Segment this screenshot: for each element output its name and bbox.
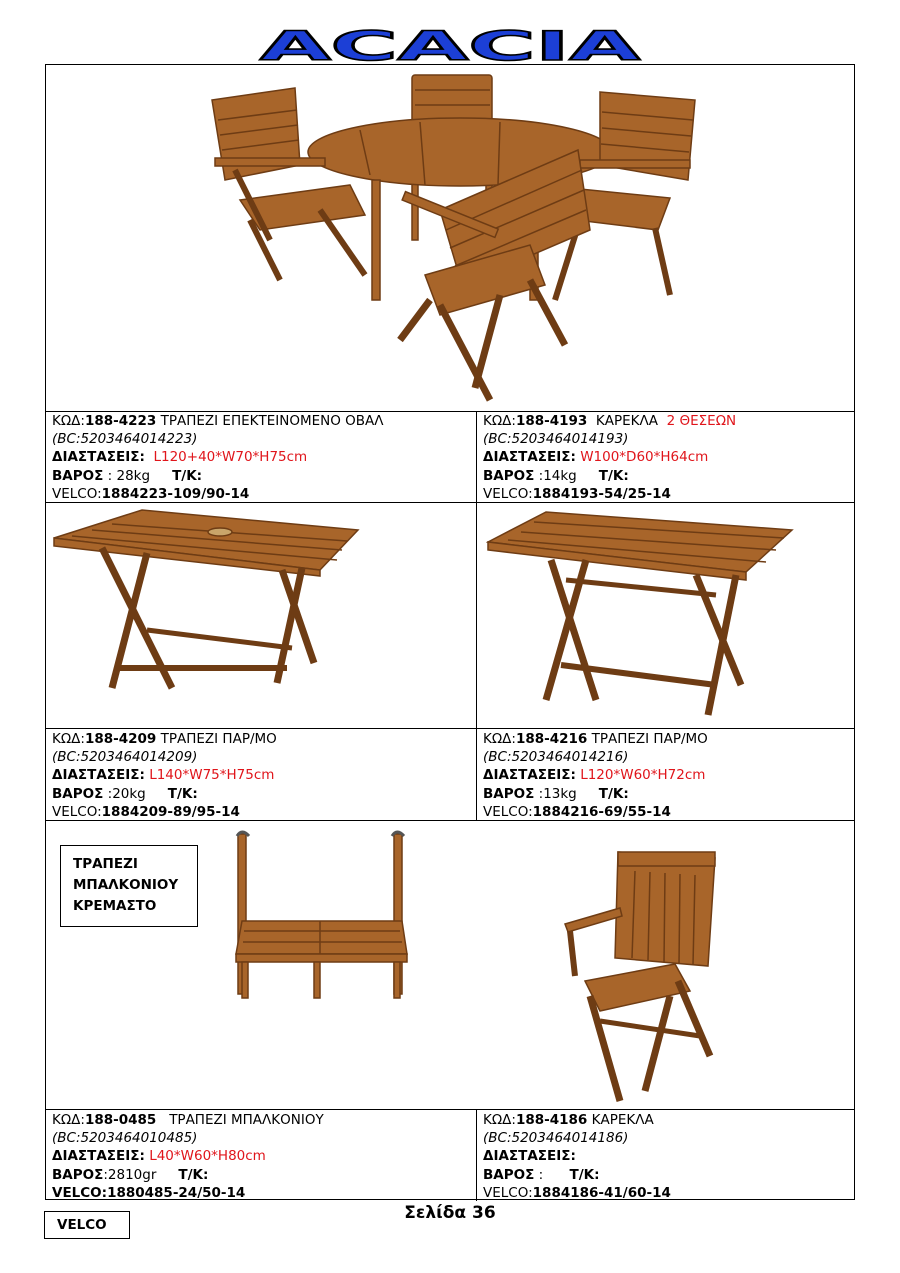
callout-line: ΚΡΕΜΑΣΤΟ [73,898,157,914]
product-info-188-4209: ΚΩΔ:188-4209 ΤΡΑΠΕΖΙ ΠΑΡ/ΜΟ (BC:5203464014209) ΔΙΑΣΤΑΣΕΙΣ: L140*W75*H75cm ΒΑΡΟΣ :20kg Τ/Κ: VELCO:1884209-89/95-14 [52,731,277,820]
product-info-188-4223: ΚΩΔ:188-4223 ΤΡΑΠΕΖΙ ΕΠΕΚΤΕΙΝΟΜΕΝΟ ΟΒΑΛ (BC:5203464014223) ΔΙΑΣΤΑΣΕΙΣ: L120+40*W70*H75cm ΒΑΡΟΣ : 28kg Τ/Κ: VELCO:1884223-109/90-14 [52,413,384,502]
callout-box [60,845,198,927]
product-info-188-4186: ΚΩΔ:188-4186 ΚΑΡΕΚΛΑ (BC:5203464014186) ΔΙΑΣΤΑΣΕΙΣ: ΒΑΡΟΣ : Τ/Κ: VELCO:1884186-41/60-14 [483,1112,671,1201]
product-info-188-4193: ΚΩΔ:188-4193 ΚΑΡΕΚΛΑ 2 ΘΕΣΕΩΝ (BC:5203464014193) ΔΙΑΣΤΑΣΕΙΣ: W100*D60*H64cm ΒΑΡΟΣ :14kg Τ/Κ: VELCO:1884193-54/25-14 [483,413,737,502]
folding-chair-image [560,846,720,1108]
page-number: Σελίδα 36 [404,1203,496,1223]
product-info-188-4216: ΚΩΔ:188-4216 ΤΡΑΠΕΖΙ ΠΑΡ/ΜΟ (BC:5203464014216) ΔΙΑΣΤΑΣΕΙΣ: L120*W60*H72cm ΒΑΡΟΣ :13kg Τ/Κ: VELCO:1884216-69/55-14 [483,731,708,820]
folding-table-120-image [486,510,796,725]
brand-text: ACACIA [260,24,641,66]
callout-line: ΤΡΑΠΕΖΙ [73,856,138,872]
oval-table-set-image [200,70,700,406]
footer-velco-label: VELCO [44,1211,130,1239]
folding-table-140-image [52,508,362,708]
balcony-table-image [232,826,412,1006]
product-info-188-0485: ΚΩΔ:188-0485 ΤΡΑΠΕΖΙ ΜΠΑΛΚΟΝΙΟΥ (BC:5203464010485) ΔΙΑΣΤΑΣΕΙΣ: L40*W60*H80cm ΒΑΡΟΣ:2810gr Τ/Κ: VELCO:1880485-24/50-14 [52,1112,324,1201]
brand-title [0,22,900,66]
callout-line: ΜΠΑΛΚΟΝΙΟΥ [73,877,179,893]
